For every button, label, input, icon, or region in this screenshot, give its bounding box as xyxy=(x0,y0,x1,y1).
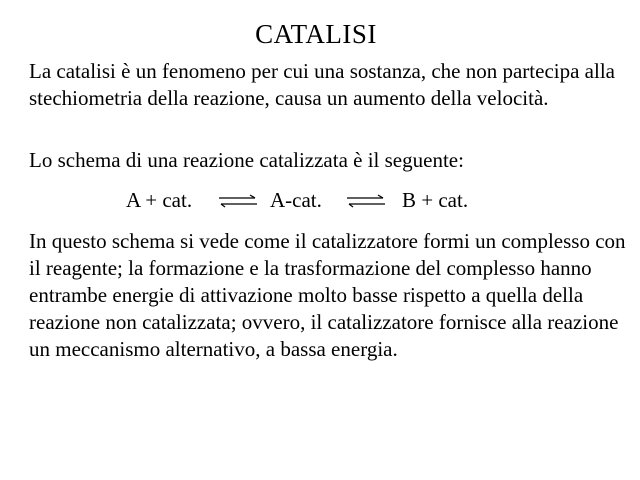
equilibrium-arrows-icon xyxy=(345,194,387,210)
reaction-scheme xyxy=(0,186,640,216)
complex-term: A-cat. xyxy=(270,188,322,212)
scheme-intro-paragraph: Lo schema di una reazione catalizzata è il seguente: xyxy=(29,148,464,172)
reactants-term: A + cat. xyxy=(126,188,193,212)
definition-paragraph: La catalisi è un fenomeno per cui una sostanza, che non partecipa alla stechiometria della reazione, causa un aumento della velocità. xyxy=(29,59,615,110)
slide-title: CATALISI xyxy=(255,19,377,49)
products-term: B + cat. xyxy=(402,188,469,212)
explanation-paragraph: In questo schema si vede come il catalizzatore formi un complesso con il reagente; la formazione e la trasformazione del complesso hanno entrambe energie di attivazione molto basse rispetto a quella della reazione non catalizzata; ovvero, il catalizzatore fornisce alla reazione un meccanismo alternativo, a bassa energia. xyxy=(29,229,626,361)
equilibrium-arrows-icon xyxy=(217,194,259,210)
